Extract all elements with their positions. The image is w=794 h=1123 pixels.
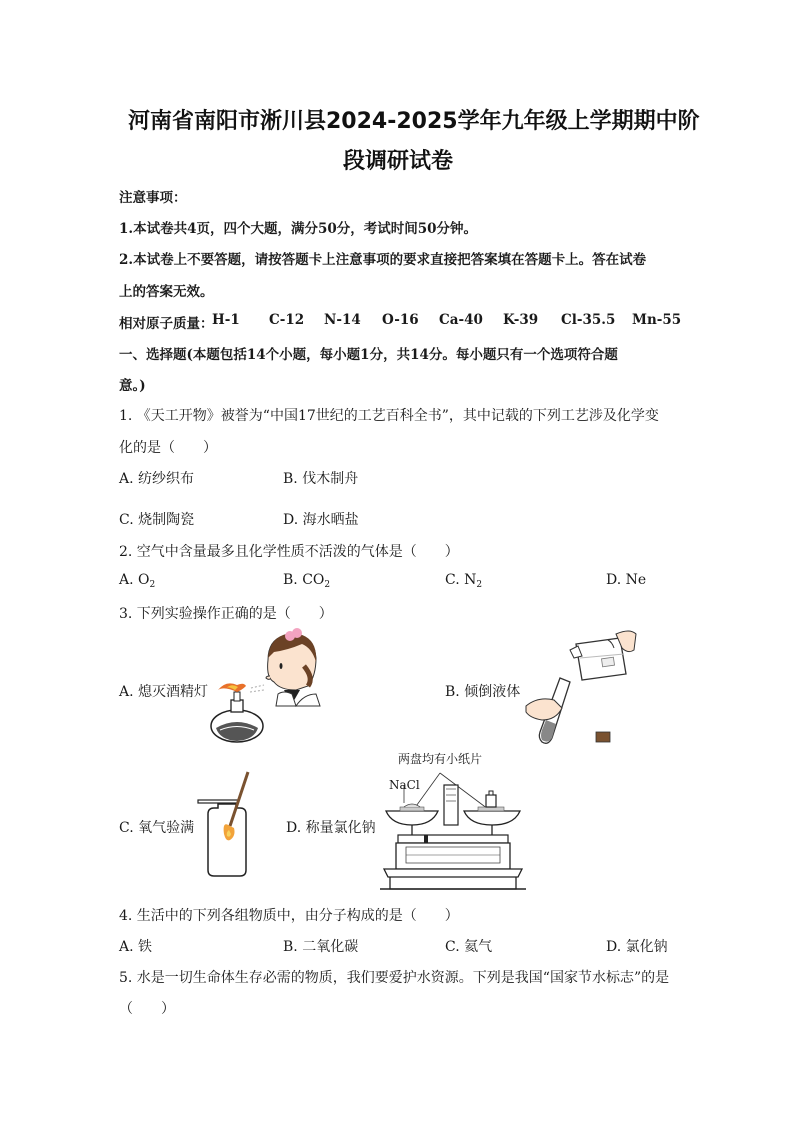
blowing-out-lamp-illustration (204, 628, 329, 748)
section-1-heading-line1: 一、选择题(本题包括14个小题，每小题1分，共14分。每小题只有一个选项符合题 (119, 347, 618, 363)
q3-option-b: B. 倾倒液体 (445, 684, 521, 700)
q2-option-b-text: B. CO (283, 572, 325, 588)
q3-option-a: A. 熄灭酒精灯 (119, 684, 209, 700)
q2-option-a (119, 572, 155, 590)
notes-item-1: 1.本试卷共4页，四个大题，满分50分，考试时间50分钟。 (119, 221, 478, 237)
notes-item-2-line2: 上的答案无效。 (119, 284, 214, 300)
q5-stem-line1: 5. 水是一切生命体生存必需的物质，我们要爱护水资源。下列是我国“国家节水标志”的是 (119, 970, 670, 986)
atomic-mass-cl: Cl-35.5 (561, 312, 616, 328)
q4-option-d: D. 氯化钠 (606, 939, 668, 955)
q1-stem-line1: 1. 《天工开物》被誉为“中国17世纪的工艺百科全书”，其中记载的下列工艺涉及化学变 (119, 408, 659, 424)
atomic-mass-c: C-12 (269, 312, 305, 328)
q2-option-c-subscript: 2 (476, 580, 483, 590)
q3-option-d: D. 称量氯化钠 (286, 820, 376, 836)
pouring-liquid-illustration (522, 628, 637, 748)
q2-option-a-text: A. O (119, 572, 150, 588)
atomic-mass-ca: Ca-40 (439, 312, 483, 328)
q4-stem: 4. 生活中的下列各组物质中，由分子构成的是（ ） (119, 908, 459, 924)
notes-heading: 注意事项： (119, 190, 187, 206)
atomic-mass-h: H-1 (212, 312, 240, 328)
q3-stem: 3. 下列实验操作正确的是（ ） (119, 606, 333, 622)
q3-option-c: C. 氧气验满 (119, 820, 195, 836)
q4-option-a: A. 铁 (119, 939, 153, 955)
atomic-mass-label: 相对原子质量： (119, 316, 214, 332)
q1-option-a: A. 纺纱织布 (119, 471, 195, 487)
q2-option-d: D. Ne (606, 572, 647, 588)
section-1-heading-line2: 意。) (119, 378, 146, 394)
balance-caption: 两盘均有小纸片 (398, 752, 483, 766)
q2-option-c-text: C. N (445, 572, 477, 588)
nacl-label: NaCl (389, 778, 420, 792)
atomic-mass-n: N-14 (324, 312, 361, 328)
q2-option-b (283, 572, 330, 590)
q1-option-c: C. 烧制陶瓷 (119, 512, 195, 528)
atomic-mass-mn: Mn-55 (632, 312, 682, 328)
oxygen-test-illustration (196, 770, 254, 880)
atomic-mass-o: O-16 (382, 312, 419, 328)
q5-stem-line2: （ ） (119, 1001, 175, 1017)
q1-stem-line2: 化的是（ ） (119, 440, 217, 456)
q1-option-d: D. 海水晒盐 (283, 512, 359, 528)
q4-option-c: C. 氦气 (445, 939, 493, 955)
q2-option-b-subscript: 2 (324, 580, 331, 590)
q4-option-b: B. 二氧化碳 (283, 939, 359, 955)
q2-option-c (445, 572, 482, 590)
page-title-line1: 河南省南阳市淅川县2024-2025学年九年级上学期期中阶 (128, 109, 700, 134)
atomic-mass-k: K-39 (503, 312, 539, 328)
page-title-line2: 段调研试卷 (343, 149, 454, 174)
q2-stem: 2. 空气中含量最多且化学性质不活泼的气体是（ ） (119, 544, 459, 560)
q2-option-a-subscript: 2 (149, 580, 156, 590)
notes-item-2-line1: 2.本试卷上不要答题，请按答题卡上注意事项的要求直接把答案填在答题卡上。答在试卷 (119, 252, 647, 268)
q1-option-b: B. 伐木制舟 (283, 471, 359, 487)
